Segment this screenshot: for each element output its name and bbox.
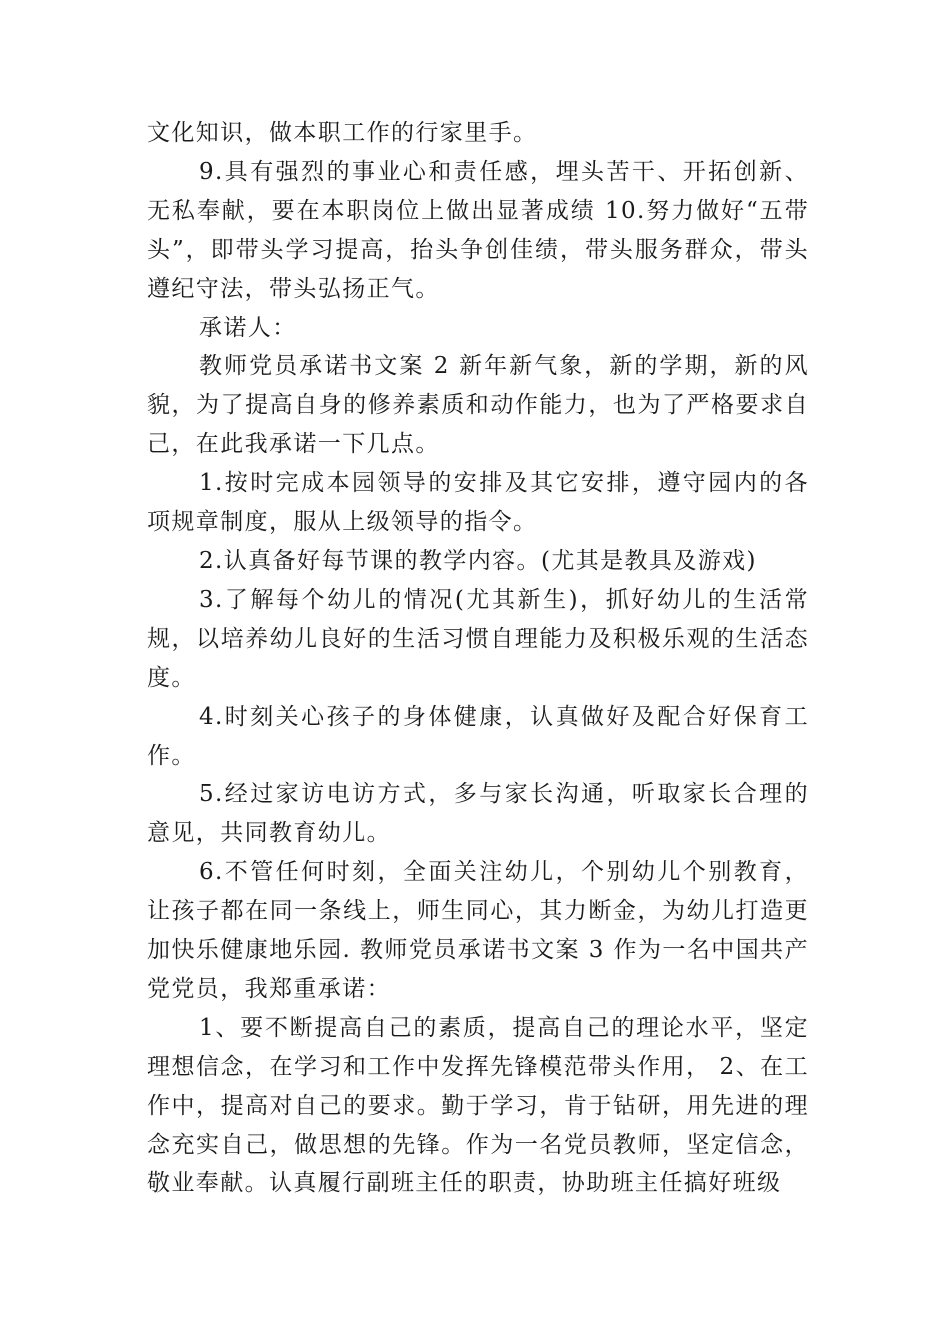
paragraph-11: 1、要不断提高自己的素质，提高自己的理论水平，坚定理想信念，在学习和工作中发挥先锋模范带头作用， 2、在工作中，提高对自己的要求。勤于学习，肯于钻研，用先进的理念充实自己，做思想的先锋。作为一名党员教师，坚定信念，敬业奉献。认真履行副班主任的职责，协助班主任搞好班级 [147,1014,809,1197]
paragraph-7: 3.了解每个幼儿的情况(尤其新生)，抓好幼儿的生活常规，以培养幼儿良好的生活习惯自理能力及积极乐观的生活态度。 [147,586,809,691]
paragraph-1: 文化知识，做本职工作的行家里手。 [147,120,538,146]
paragraph-2: 9.具有强烈的事业心和责任感，埋头苦干、开拓创新、无私奉献，要在本职岗位上做出显著成绩 10.努力做好“五带头”，即带头学习提高，抬头争创佳绩，带头服务群众，带头遵纪守法，带头弘扬正气。 [147,158,809,302]
paragraph-6: 2.认真备好每节课的教学内容。(尤其是教具及游戏) [199,547,757,574]
paragraph-4: 教师党员承诺书文案 2 新年新气象，新的学期，新的风貌，为了提高自身的修养素质和动作能力，也为了严格要求自己，在此我承诺一下几点。 [147,353,809,458]
paragraph-5: 1.按时完成本园领导的安排及其它安排，遵守园内的各项规章制度，服从上级领导的指令。 [147,470,809,536]
paragraph-8: 4.时刻关心孩子的身体健康，认真做好及配合好保育工作。 [147,703,809,769]
paragraph-9: 5.经过家访电访方式，多与家长沟通，听取家长合理的意见，共同教育幼儿。 [147,781,809,847]
document-body [147,114,809,1203]
paragraph-signatory: 承诺人： [199,314,297,341]
paragraph-10: 6.不管任何时刻，全面关注幼儿，个别幼儿个别教育，让孩子都在同一条线上，师生同心，其力断金，为幼儿打造更加快乐健康地乐园. 教师党员承诺书文案 3 作为一名中国共产党党员，我郑重承诺： [147,859,809,1002]
